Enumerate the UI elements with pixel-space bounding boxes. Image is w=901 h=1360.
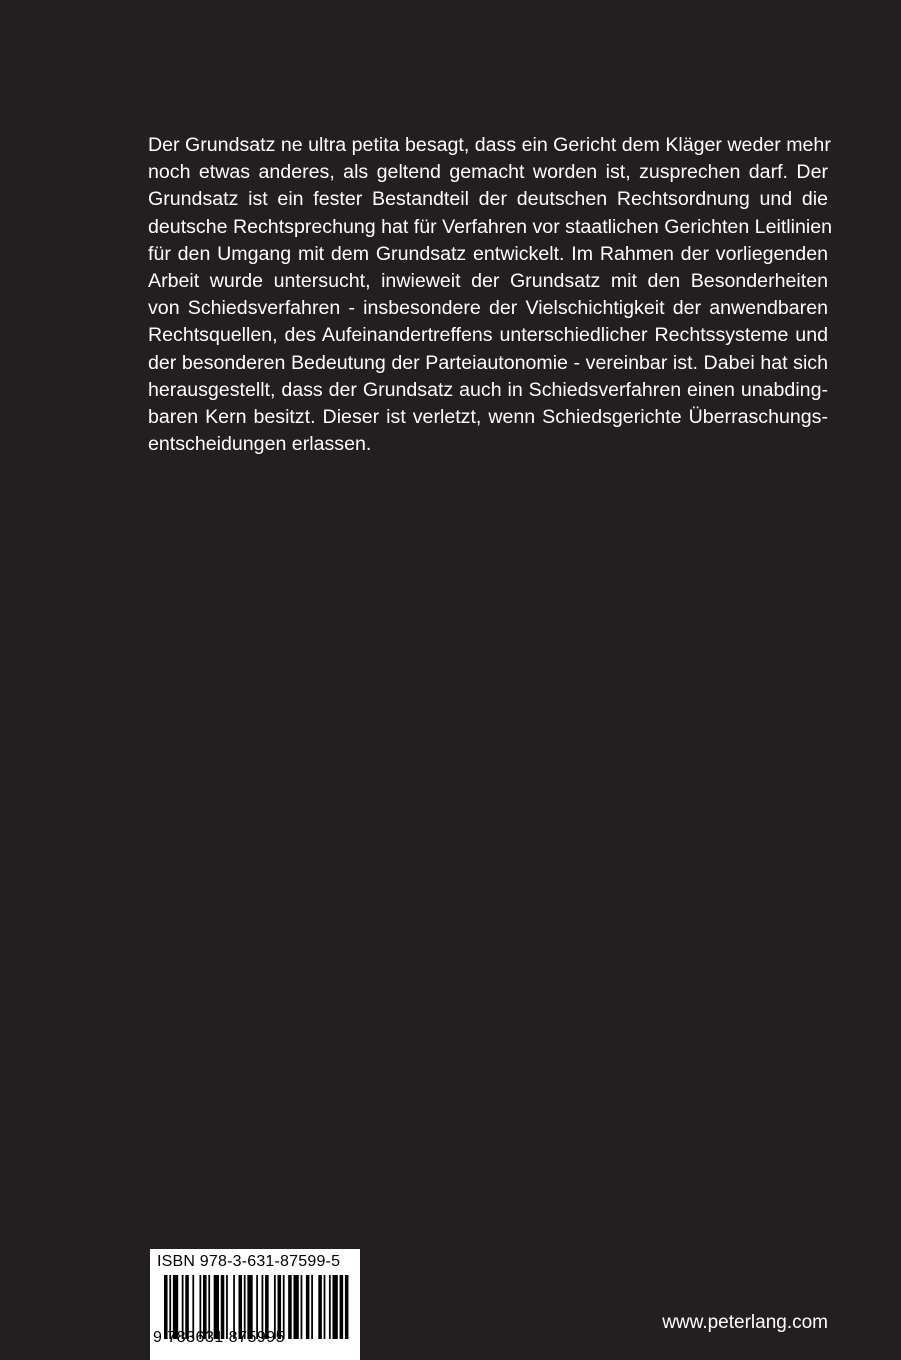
- blurb-line: Arbeit wurde untersucht, inwieweit der Grundsatz mit den Besonderheiten: [148, 270, 828, 293]
- blurb-line: deutsche Rechtsprechung hat für Verfahren vor staatlichen Gerichten Leitlinien: [148, 215, 833, 238]
- blurb-line: herausgestellt, dass der Grundsatz auch in Schiedsverfahren einen unabding-: [148, 378, 828, 401]
- publisher-website: www.peterlang.com: [662, 1312, 828, 1333]
- barcode-digits: 9 783631 875995: [153, 1329, 286, 1346]
- blurb-line: Der Grundsatz ne ultra petita besagt, dass ein Gericht dem Kläger weder mehr: [148, 134, 831, 156]
- blurb-line: noch etwas anderes, als geltend gemacht worden ist, zusprechen darf. Der: [148, 161, 828, 184]
- blurb-line: entscheidungen erlassen.: [148, 433, 372, 456]
- isbn-barcode-box: [150, 1249, 360, 1360]
- back-cover-blurb: [148, 132, 833, 458]
- isbn-label: ISBN 978-3-631-87599-5: [157, 1253, 341, 1270]
- blurb-line: für den Umgang mit dem Grundsatz entwickelt. Im Rahmen der vorliegenden: [148, 242, 828, 265]
- blurb-line: baren Kern besitzt. Dieser ist verletzt, wenn Schiedsgerichte Überraschungs-: [148, 406, 828, 429]
- blurb-line: von Schiedsverfahren - insbesondere der Vielschichtigkeit der anwendbaren: [148, 297, 828, 320]
- blurb-line: Grundsatz ist ein fester Bestandteil der deutschen Rechtsordnung und die: [148, 188, 828, 211]
- blurb-line: der besonderen Bedeutung der Parteiautonomie - vereinbar ist. Dabei hat sich: [148, 351, 828, 374]
- blurb-line: Rechtsquellen, des Aufeinandertreffens unterschiedlicher Rechtssysteme und: [148, 324, 828, 347]
